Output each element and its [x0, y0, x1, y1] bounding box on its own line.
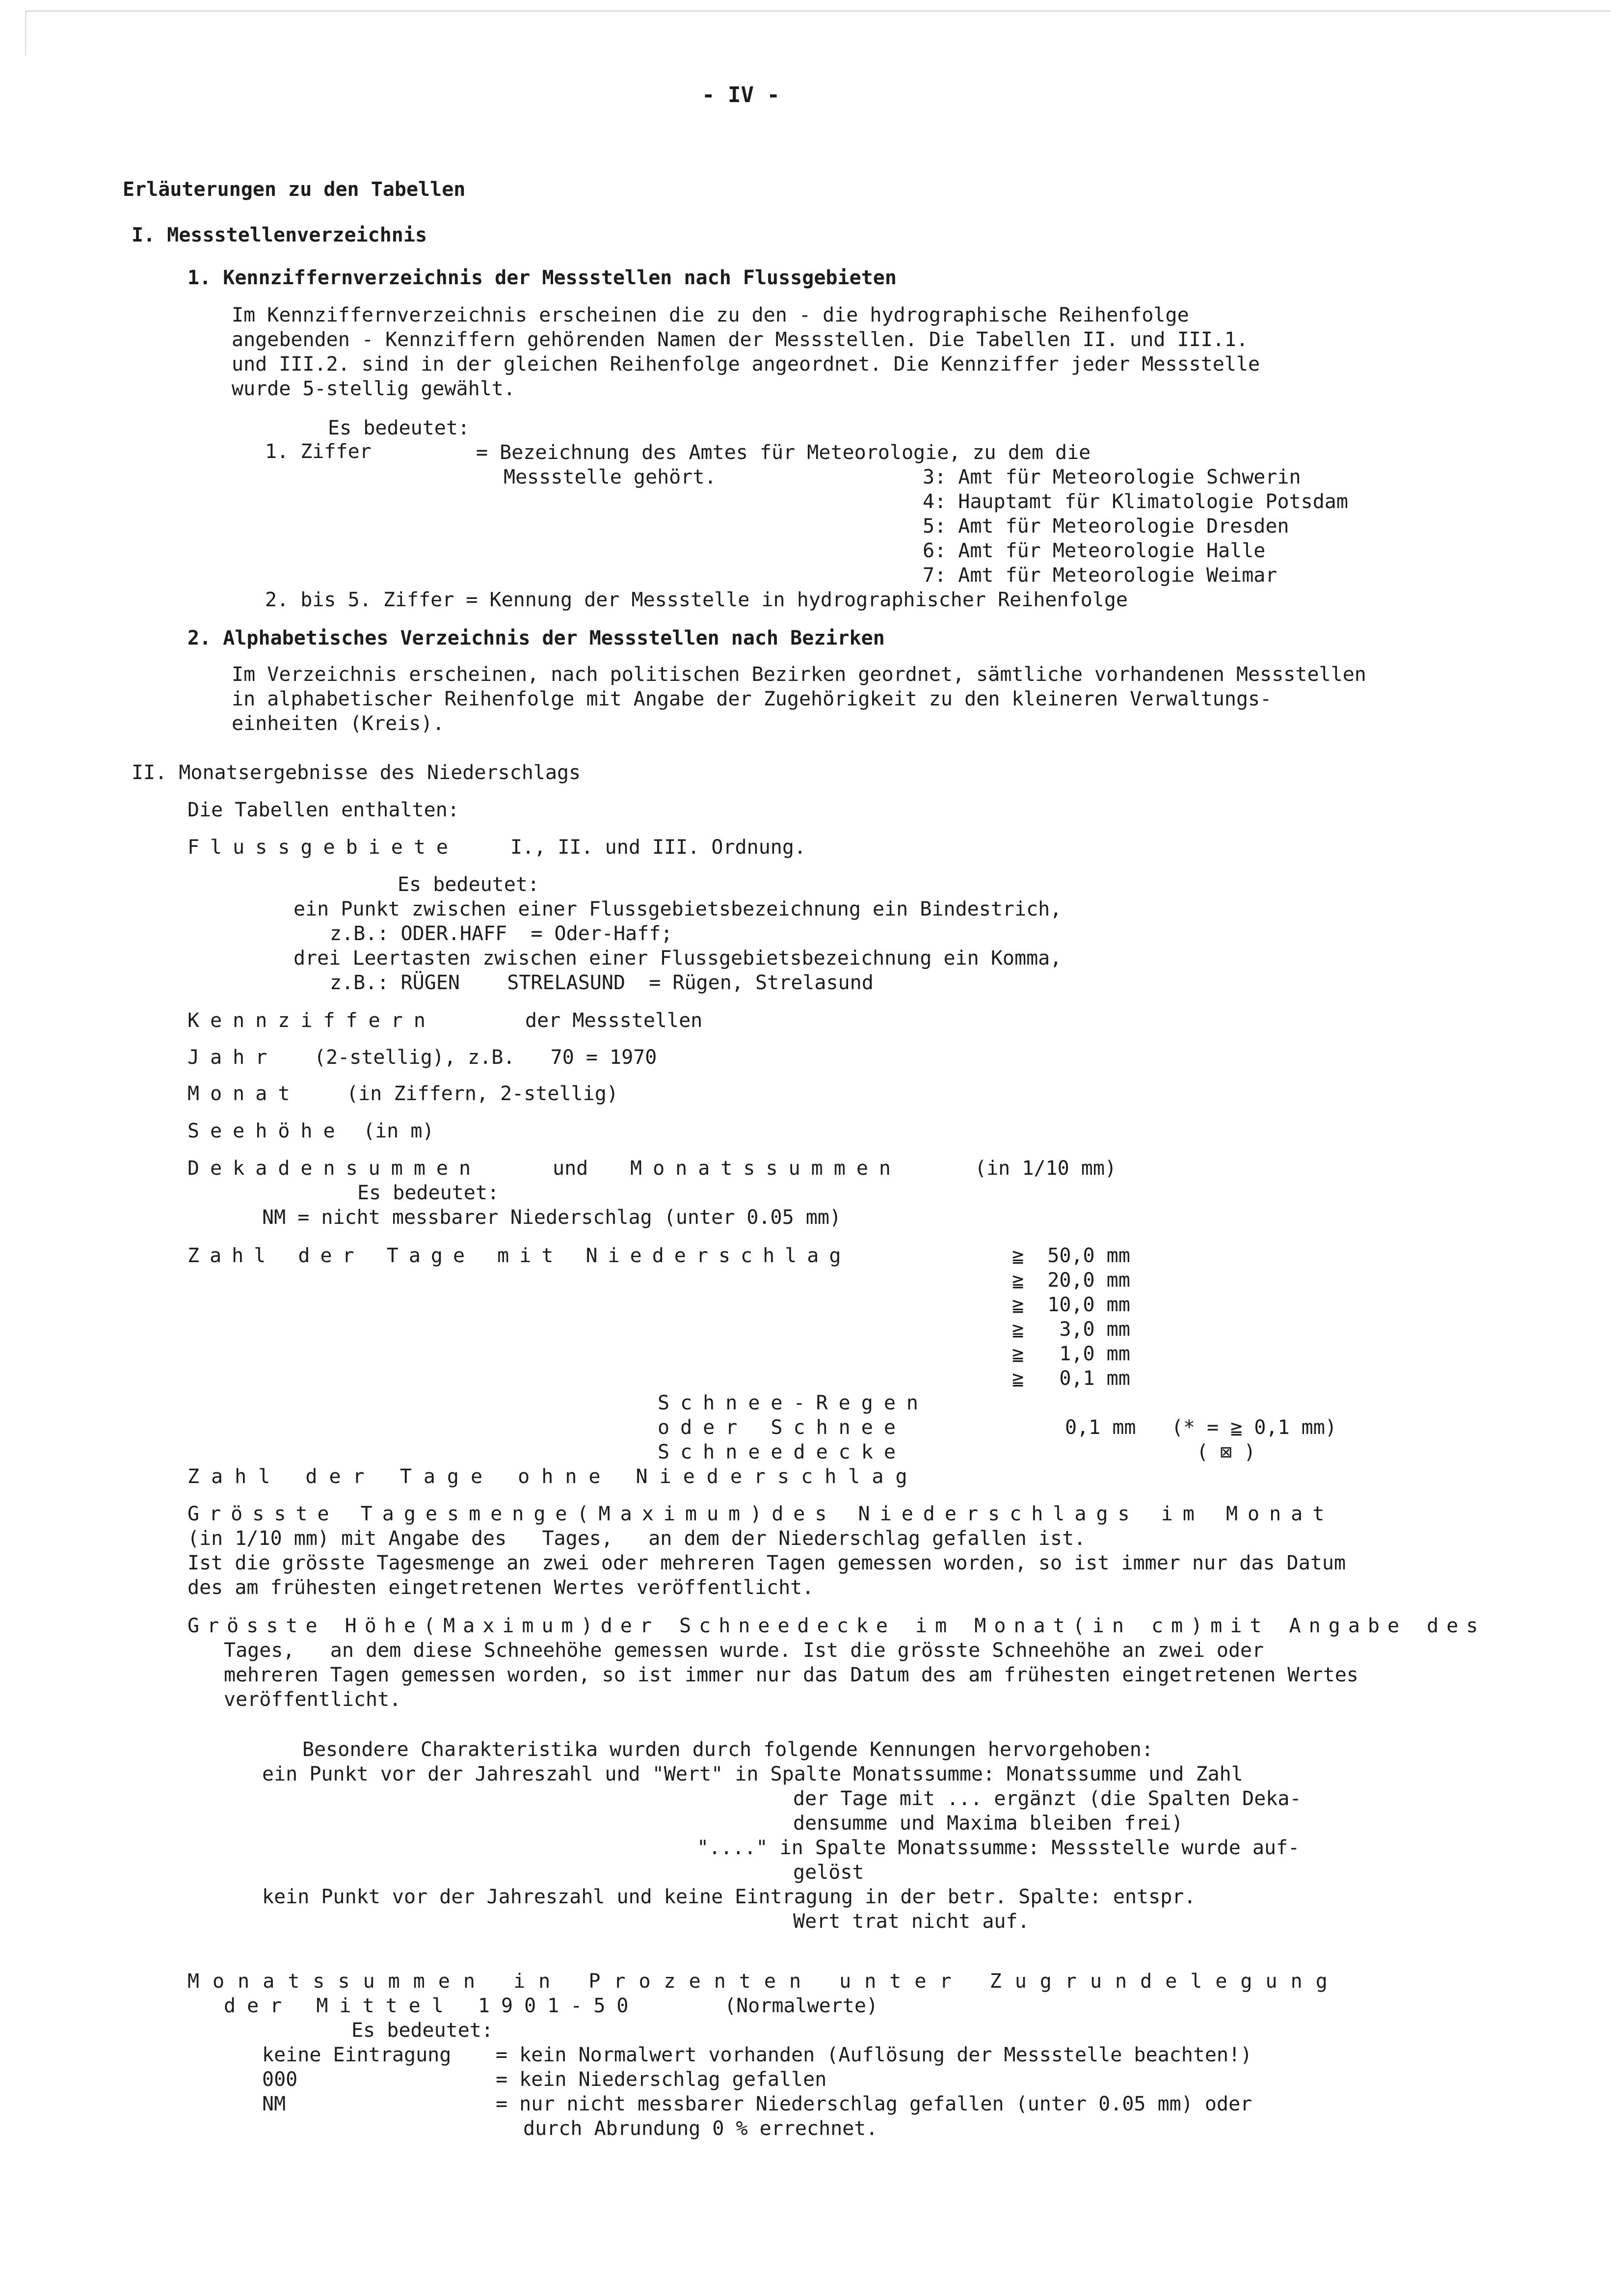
flussgebiete-text: I., II. und III. Ordnung.: [510, 836, 806, 859]
intro-text: Die Tabellen enthalten:: [187, 799, 459, 821]
besondere-intro: Besondere Charakteristika wurden durch folgende Kennungen hervorgehoben:: [302, 1738, 1153, 1761]
legend-key: keine Eintragung: [262, 2044, 452, 2066]
seehoehe-text: (in m): [363, 1120, 434, 1142]
paragraph-line: angebenden - Kennziffern gehörenden Namen der Messstellen. Die Tabellen II. und III.1.: [232, 328, 1249, 351]
flussgebiet-example: z.B.: ODER.HAFF = Oder-Haff;: [330, 922, 673, 945]
flussgebiete-label: Flussgebiete: [187, 836, 459, 859]
dekaden-unit: (in 1/10 mm): [975, 1157, 1117, 1180]
paragraph-line: Ist die grösste Tagesmenge an zwei oder mehreren Tagen gemessen worden, so ist immer nur das Datum: [187, 1552, 1346, 1574]
dekaden-und: und: [553, 1157, 588, 1180]
dekadensummen-label: Dekadensummen: [187, 1157, 482, 1180]
paragraph-line: mehreren Tagen gemessen worden, so ist immer nur das Datum des am frühesten eingetretenen Wertes: [224, 1664, 1358, 1686]
kennung-punkt-cont: der Tage mit ... ergänzt (die Spalten Deka-: [793, 1787, 1302, 1810]
seehoehe-label: Seehöhe: [187, 1120, 346, 1142]
amt-item: 4: Hauptamt für Klimatologie Potsdam: [923, 490, 1348, 513]
schnee-value: 0,1 mm (* = ≧ 0,1 mm): [1065, 1416, 1337, 1439]
normalwerte-label: (Normalwerte): [724, 1995, 878, 2017]
monatssummen-label: Monatssummen: [630, 1157, 902, 1180]
jahr-label: Jahr: [187, 1046, 278, 1069]
page-title: Erläuterungen zu den Tabellen: [123, 178, 466, 201]
kennung-punkt-cont: densumme und Maxima bleiben frei): [793, 1812, 1183, 1835]
kennziffern-label: Kennziffern: [187, 1009, 436, 1032]
legend-value: = kein Normalwert vorhanden (Auflösung der Messstelle beachten!): [496, 2044, 1252, 2066]
kennung-kein-punkt: kein Punkt vor der Jahreszahl und keine Eintragung in der betr. Spalte: entspr.: [262, 1886, 1196, 1908]
schneedecke-label: Schneedecke: [658, 1441, 906, 1463]
legend-key: 000: [262, 2068, 298, 2091]
jahr-text: (2-stellig), z.B. 70 = 1970: [314, 1046, 657, 1069]
paragraph-line: Im Kennziffernverzeichnis erscheinen die zu den - die hydrographische Reihenfolge: [232, 304, 1189, 326]
threshold-item: ≧ 1,0 mm: [1012, 1343, 1130, 1365]
threshold-item: ≧ 3,0 mm: [1012, 1318, 1130, 1341]
paragraph-line: in alphabetischer Reihenfolge mit Angabe der Zugehörigkeit zu den kleineren Verwaltungs-: [232, 688, 1272, 710]
es-bedeutet-label: Es bedeutet:: [351, 2019, 493, 2042]
threshold-item: ≧ 20,0 mm: [1012, 1269, 1130, 1292]
es-bedeutet-label: Es bedeutet:: [328, 417, 470, 439]
amt-item: 6: Amt für Meteorologie Halle: [923, 540, 1266, 562]
nm-definition: NM = nicht messbarer Niederschlag (unter 0.05 mm): [262, 1206, 842, 1229]
schneedecke-symbol: ( ⊠ ): [1197, 1441, 1256, 1463]
subsection-heading-1: 1. Kennziffernverzeichnis der Messstellen nach Flussgebieten: [187, 267, 897, 289]
oder-schnee-label: oder Schnee: [658, 1416, 906, 1439]
ziffer-1-label: 1. Ziffer: [265, 440, 372, 463]
subsection-heading-2: 2. Alphabetisches Verzeichnis der Messstellen nach Bezirken: [187, 627, 885, 649]
mittel-label: der Mittel 1901-50: [224, 1995, 640, 2017]
ziffer-1-text: = Bezeichnung des Amtes für Meteorologie, zu dem die: [476, 441, 1091, 464]
kennung-punkt: ein Punkt vor der Jahreszahl und "Wert" in Spalte Monatssumme: Monatssumme und Zahl: [262, 1763, 1243, 1785]
amt-item: 5: Amt für Meteorologie Dresden: [923, 515, 1289, 538]
kennziffern-text: der Messstellen: [525, 1009, 703, 1032]
zahl-tage-mit-label: Zahl der Tage mit Niederschlag: [187, 1244, 851, 1267]
es-bedeutet-label: Es bedeutet:: [357, 1182, 499, 1204]
paragraph-line: und III.2. sind in der gleichen Reihenfolge angeordnet. Die Kennziffer jeder Messstelle: [232, 353, 1260, 376]
paragraph-line: veröffentlicht.: [224, 1688, 401, 1711]
monat-label: Monat: [187, 1082, 301, 1105]
legend-value: = nur nicht messbarer Niederschlag gefallen (unter 0.05 mm) oder: [496, 2093, 1252, 2115]
section-heading-1: I. Messstellenverzeichnis: [132, 224, 427, 246]
ziffer-1-text-cont: Messstelle gehört.: [504, 466, 717, 488]
legend-value: = kein Niederschlag gefallen: [496, 2068, 827, 2091]
ziffer-2-text: 2. bis 5. Ziffer = Kennung der Messstelle in hydrographischer Reihenfolge: [265, 589, 1128, 611]
groesste-hoehe-label: Grösste Höhe(Maximum)der Schneedecke im Monat(in cm)mit Angabe des: [187, 1615, 1486, 1637]
kennung-kein-punkt-cont: Wert trat nicht auf.: [793, 1910, 1030, 1933]
paragraph-line: des am frühesten eingetretenen Wertes veröffentlicht.: [187, 1576, 814, 1599]
kennung-dots-cont: gelöst: [793, 1861, 864, 1884]
legend-key: NM: [262, 2093, 286, 2115]
threshold-item: ≧ 50,0 mm: [1012, 1244, 1130, 1267]
page-number: - IV -: [702, 82, 780, 108]
groesste-tagesmenge-label: Grösste Tagesmenge(Maximum)des Niederschlags im Monat: [187, 1503, 1334, 1525]
threshold-item: ≧ 0,1 mm: [1012, 1367, 1130, 1390]
flussgebiet-rule: ein Punkt zwischen einer Flussgebietsbezeichnung ein Bindestrich,: [293, 898, 1062, 920]
amt-item: 7: Amt für Meteorologie Weimar: [923, 564, 1277, 587]
paragraph-line: Tages, an dem diese Schneehöhe gemessen wurde. Ist die grösste Schneehöhe an zwei oder: [224, 1639, 1264, 1662]
kennung-dots: "...." in Spalte Monatssumme: Messstelle wurde auf-: [697, 1837, 1300, 1859]
paragraph-line: (in 1/10 mm) mit Angabe des Tages, an dem der Niederschlag gefallen ist.: [187, 1527, 1086, 1550]
amt-item: 3: Amt für Meteorologie Schwerin: [923, 466, 1301, 488]
flussgebiet-rule: drei Leertasten zwischen einer Flussgebietsbezeichnung ein Komma,: [293, 947, 1062, 970]
schnee-regen-label: Schnee-Regen: [658, 1392, 929, 1414]
paragraph-line: wurde 5-stellig gewählt.: [232, 378, 515, 400]
paragraph-line: Im Verzeichnis erscheinen, nach politischen Bezirken geordnet, sämtliche vorhandenen Messstellen: [232, 663, 1366, 686]
es-bedeutet-label: Es bedeutet:: [398, 873, 539, 896]
monat-text: (in Ziffern, 2-stellig): [346, 1082, 618, 1105]
legend-value-cont: durch Abrundung 0 % errechnet.: [523, 2117, 878, 2140]
zahl-tage-ohne-label: Zahl der Tage ohne Niederschlag: [187, 1465, 919, 1488]
threshold-item: ≧ 10,0 mm: [1012, 1294, 1130, 1316]
section-heading-2: II. Monatsergebnisse des Niederschlags: [132, 761, 581, 784]
paragraph-line: einheiten (Kreis).: [232, 712, 445, 735]
prozent-label: Monatssummen in Prozenten unter Zugrundelegung: [187, 1970, 1341, 1993]
flussgebiet-example: z.B.: RÜGEN STRELASUND = Rügen, Strelasund: [330, 972, 874, 994]
